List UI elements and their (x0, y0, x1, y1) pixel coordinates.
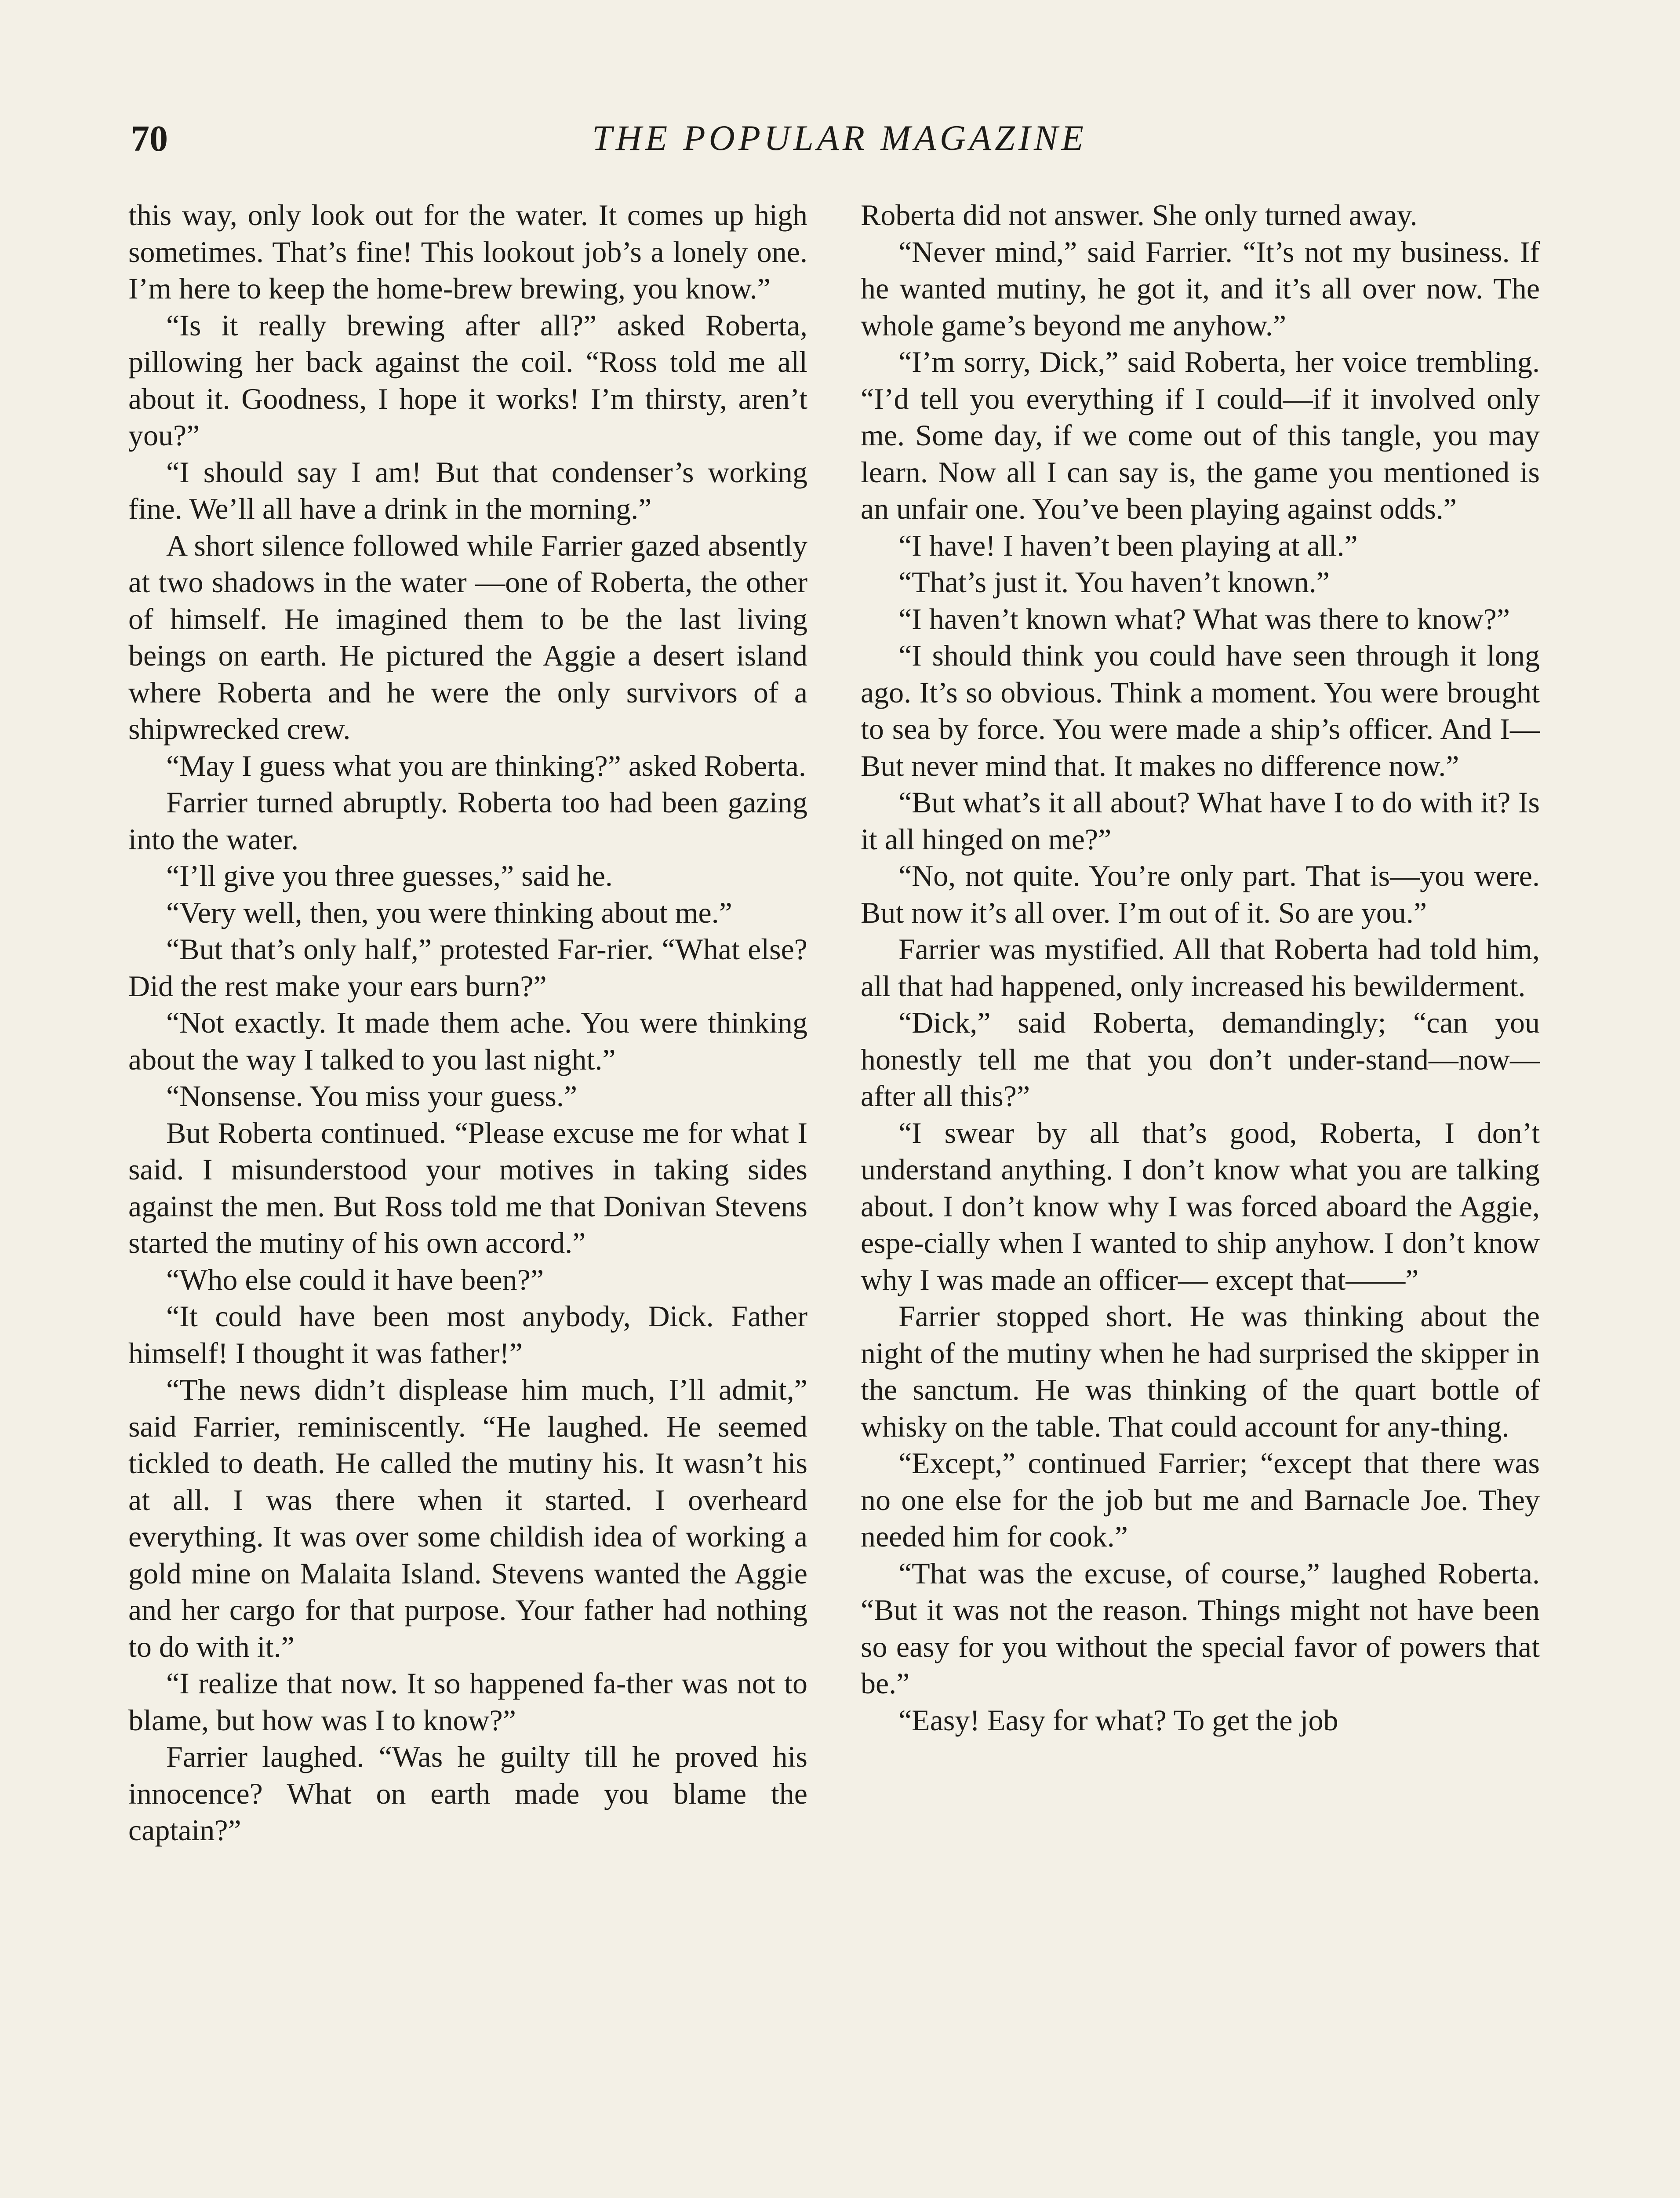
right-column (861, 197, 1540, 1739)
paragraph: “The news didn’t displease him much, I’ll admit,” said Farrier, reminiscently. “He laughed. He seemed tickled to death. He called the mutiny his. It wasn’t his at all. I was there when it started. I overheard everything. It was over some childish idea of working a gold mine on Malaita Island. Stevens wanted the Aggie and her cargo for that purpose. Your father had nothing to do with it.” (128, 1373, 807, 1663)
paragraph: “Never mind,” said Farrier. “It’s not my business. If he wanted mutiny, he got it, and it’s all over now. The whole game’s beyond me anyhow.” (861, 235, 1540, 342)
page-header (127, 112, 1552, 174)
paragraph: Farrier was mystified. All that Roberta had told him, all that had happened, only increased his bewilderment. (861, 932, 1540, 1003)
paragraph: “I swear by all that’s good, Roberta, I don’t understand anything. I don’t know what you are talking about. I don’t know why I was forced aboard the Aggie, espe-cially when I wanted to ship anyhow. I don’t know why I was made an officer— except that——” (861, 1116, 1540, 1296)
paragraph: “But that’s only half,” protested Far-rier. “What else? Did the rest make your ears burn?” (128, 932, 807, 1003)
paragraph: Farrier turned abruptly. Roberta too had been gazing into the water. (128, 786, 807, 856)
page-number: 70 (131, 118, 168, 159)
paragraph: “I should think you could have seen through it long ago. It’s so obvious. Think a moment. You were brought to sea by force. You were made a ship’s officer. And I— But never mind that. It makes no difference now.” (861, 639, 1540, 782)
paragraph: “I should say I am! But that condenser’s working fine. We’ll all have a drink in the morning.” (128, 455, 807, 525)
paragraph: But Roberta continued. “Please excuse me for what I said. I misunderstood your motives in taking sides against the men. But Ross told me that Donivan Stevens started the mutiny of his own accord.” (128, 1116, 807, 1259)
paragraph: “I realize that now. It so happened fa-ther was not to blame, but how was I to know?” (128, 1667, 807, 1737)
paragraph: Farrier laughed. “Was he guilty till he proved his innocence? What on earth made you blame the captain?” (128, 1740, 807, 1847)
paragraph: “It could have been most anybody, Dick. Father himself! I thought it was father!” (128, 1299, 807, 1370)
paragraph: “May I guess what you are thinking?” asked Roberta. (166, 749, 806, 782)
paragraph: Roberta did not answer. She only turned away. (861, 198, 1418, 232)
paragraph: “That’s just it. You haven’t known.” (898, 565, 1330, 599)
paragraph: “I haven’t known what? What was there to know?” (898, 602, 1510, 636)
paragraph: A short silence followed while Farrier gazed absently at two shadows in the water —one of Roberta, the other of himself. He imagined them to be the last living beings on earth. He pictured the Aggie a desert island where Roberta and he were the only survivors of a shipwrecked crew. (128, 528, 807, 746)
paragraph: “I’ll give you three guesses,” said he. (166, 859, 613, 892)
paragraph: “Not exactly. It made them ache. You were thinking about the way I talked to you last night.” (128, 1006, 807, 1076)
running-head: THE POPULAR MAGAZINE (592, 118, 1087, 158)
paragraph: “I’m sorry, Dick,” said Roberta, her voice trembling. “I’d tell you everything if I could—if it involved only me. Some day, if we come out of this tangle, you may learn. Now all I can say is, the game you mentioned is an unfair one. You’ve been playing against odds.” (861, 345, 1540, 525)
paragraph: “Dick,” said Roberta, demandingly; “can you honestly tell me that you don’t under-stand—now—after all this?” (861, 1006, 1540, 1113)
paragraph: this way, only look out for the water. It comes up high sometimes. That’s fine! This lookout job’s a lonely one. I’m here to keep the home-brew brewing, you know.” (128, 198, 807, 305)
paragraph: “I have! I haven’t been playing at all.” (898, 528, 1358, 562)
paragraph: “But what’s it all about? What have I to do with it? Is it all hinged on me?” (861, 786, 1540, 856)
paragraph: “Except,” continued Farrier; “except that there was no one else for the job but me and Barnacle Joe. They needed him for cook.” (861, 1446, 1540, 1553)
paragraph: “Nonsense. You miss your guess.” (166, 1079, 577, 1113)
paragraph: “Very well, then, you were thinking about me.” (166, 895, 732, 929)
left-column (128, 197, 807, 1849)
paragraph: “Is it really brewing after all?” asked Roberta, pillowing her back against the coil. “Ross told me all about it. Goodness, I hope it works! I’m thirsty, aren’t you?” (128, 308, 807, 452)
paragraph: “Who else could it have been?” (166, 1263, 544, 1296)
paragraph: “That was the excuse, of course,” laughed Roberta. “But it was not the reason. Things might not have been so easy for you without the special favor of powers that be.” (861, 1556, 1540, 1700)
paragraph: Farrier stopped short. He was thinking about the night of the mutiny when he had surprised the skipper in the sanctum. He was thinking of the quart bottle of whisky on the table. That could account for any-thing. (861, 1299, 1540, 1443)
paragraph: “Easy! Easy for what? To get the job (898, 1703, 1338, 1737)
paragraph: “No, not quite. You’re only part. That is—you were. But now it’s all over. I’m out of it. So are you.” (861, 859, 1540, 929)
